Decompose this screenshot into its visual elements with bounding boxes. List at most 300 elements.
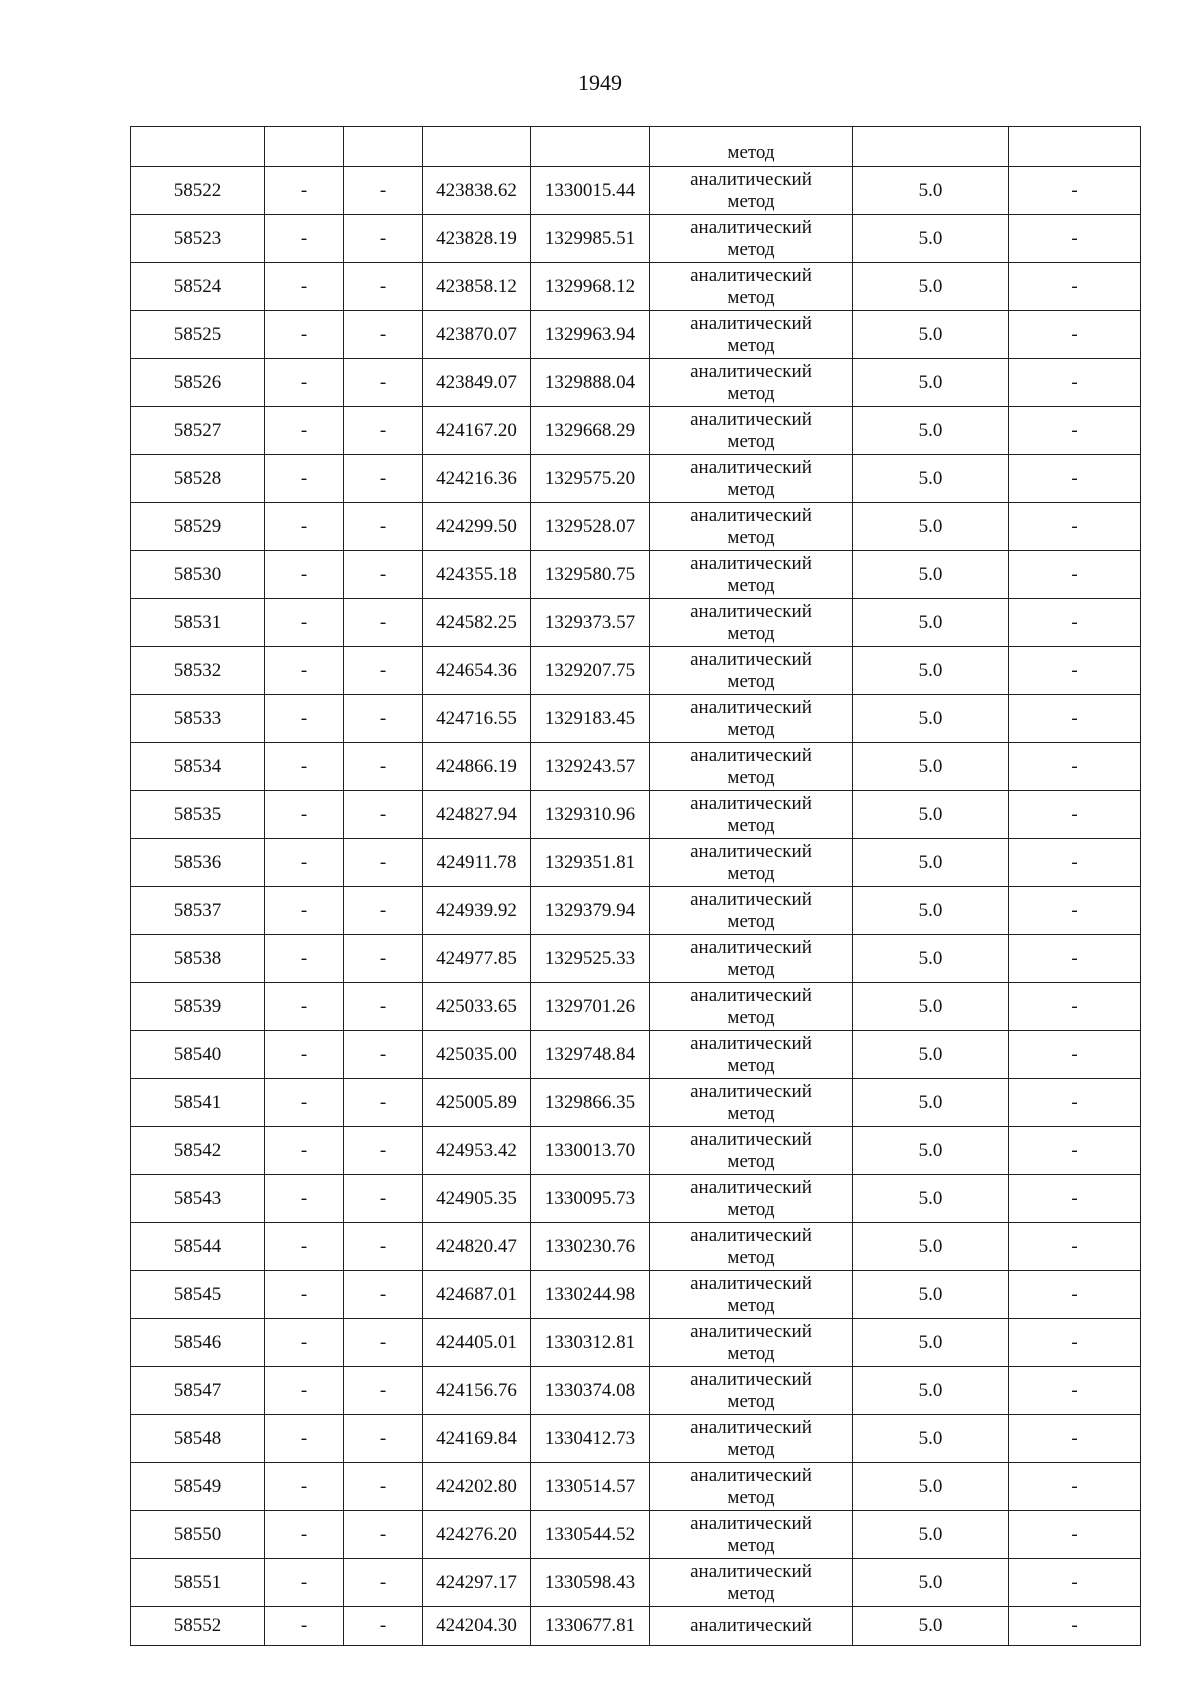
cell-col3: - bbox=[344, 359, 423, 407]
cell-col2: - bbox=[265, 263, 344, 311]
cell-id: 58533 bbox=[131, 695, 265, 743]
method-line2: метод bbox=[727, 430, 775, 452]
cell-y: 1330374.08 bbox=[531, 1367, 650, 1415]
cell-y: 1329575.20 bbox=[531, 455, 650, 503]
cell-accuracy: 5.0 bbox=[853, 1511, 1009, 1559]
cell-id: 58524 bbox=[131, 263, 265, 311]
table-row bbox=[131, 1271, 1141, 1319]
table-row bbox=[131, 1079, 1141, 1127]
table-row bbox=[131, 791, 1141, 839]
cell-id: 58548 bbox=[131, 1415, 265, 1463]
cell-method bbox=[650, 935, 853, 983]
cell-accuracy: 5.0 bbox=[853, 311, 1009, 359]
table-row bbox=[131, 359, 1141, 407]
cell-col2: - bbox=[265, 311, 344, 359]
cell-accuracy: 5.0 bbox=[853, 695, 1009, 743]
cell-col2: - bbox=[265, 1079, 344, 1127]
method-line1: аналитический bbox=[690, 888, 812, 910]
cell-col8: - bbox=[1009, 887, 1141, 935]
cell-x: 424297.17 bbox=[423, 1559, 531, 1607]
cell-accuracy: 5.0 bbox=[853, 263, 1009, 311]
cell-x: 424911.78 bbox=[423, 839, 531, 887]
cell-accuracy: 5.0 bbox=[853, 1463, 1009, 1511]
cell-col3: - bbox=[344, 1031, 423, 1079]
method-line1: аналитический bbox=[690, 744, 812, 766]
cell-col2: - bbox=[265, 1031, 344, 1079]
cell-x: 424827.94 bbox=[423, 791, 531, 839]
method-line2: метод bbox=[727, 1390, 775, 1412]
cell-accuracy: 5.0 bbox=[853, 887, 1009, 935]
cell-accuracy: 5.0 bbox=[853, 359, 1009, 407]
cell-x: 424905.35 bbox=[423, 1175, 531, 1223]
cell-method: метод bbox=[650, 127, 853, 167]
cell-id: 58537 bbox=[131, 887, 265, 935]
method-line1: аналитический bbox=[690, 312, 812, 334]
cell-col8: - bbox=[1009, 215, 1141, 263]
cell-id: 58539 bbox=[131, 983, 265, 1031]
method-line1: аналитический bbox=[690, 504, 812, 526]
cell-id: 58540 bbox=[131, 1031, 265, 1079]
method-line2: метод bbox=[727, 1006, 775, 1028]
cell-x: 424977.85 bbox=[423, 935, 531, 983]
method-line1: аналитический bbox=[690, 1416, 812, 1438]
cell-col2: - bbox=[265, 887, 344, 935]
cell-method bbox=[650, 407, 853, 455]
cell-col3: - bbox=[344, 983, 423, 1031]
page-number: 1949 bbox=[578, 70, 622, 95]
table-row bbox=[131, 263, 1141, 311]
cell-y: 1329580.75 bbox=[531, 551, 650, 599]
cell-method bbox=[650, 1415, 853, 1463]
cell-x: 424299.50 bbox=[423, 503, 531, 551]
method-line2: метод bbox=[727, 238, 775, 260]
table-row bbox=[131, 1559, 1141, 1607]
table-body bbox=[131, 127, 1141, 1646]
cell-col8: - bbox=[1009, 983, 1141, 1031]
cell-method bbox=[650, 599, 853, 647]
cell-col2: - bbox=[265, 743, 344, 791]
cell-col2: - bbox=[265, 215, 344, 263]
cell-col8: - bbox=[1009, 1319, 1141, 1367]
table-row bbox=[131, 1511, 1141, 1559]
table-row bbox=[131, 743, 1141, 791]
table-row bbox=[131, 503, 1141, 551]
cell-col2: - bbox=[265, 1271, 344, 1319]
method-line1: аналитический bbox=[690, 792, 812, 814]
method-line2: метод bbox=[727, 622, 775, 644]
cell-col2: - bbox=[265, 791, 344, 839]
table-row bbox=[131, 407, 1141, 455]
cell-y: 1329351.81 bbox=[531, 839, 650, 887]
cell-id: 58552 bbox=[131, 1607, 265, 1646]
cell-accuracy: 5.0 bbox=[853, 455, 1009, 503]
cell-method bbox=[650, 1607, 853, 1646]
cell-accuracy: 5.0 bbox=[853, 1319, 1009, 1367]
cell-col8: - bbox=[1009, 455, 1141, 503]
cell-col3: - bbox=[344, 167, 423, 215]
cell-col2: - bbox=[265, 1175, 344, 1223]
cell-col2: - bbox=[265, 1607, 344, 1646]
cell-accuracy bbox=[853, 127, 1009, 167]
cell-method bbox=[650, 1175, 853, 1223]
cell-id: 58531 bbox=[131, 599, 265, 647]
cell-col8: - bbox=[1009, 1463, 1141, 1511]
cell-x: 423849.07 bbox=[423, 359, 531, 407]
method-line2: метод bbox=[727, 1342, 775, 1364]
cell-col2: - bbox=[265, 1415, 344, 1463]
cell-x: 424169.84 bbox=[423, 1415, 531, 1463]
cell-accuracy: 5.0 bbox=[853, 551, 1009, 599]
cell-col2: - bbox=[265, 1319, 344, 1367]
cell-accuracy: 5.0 bbox=[853, 647, 1009, 695]
cell-accuracy: 5.0 bbox=[853, 1415, 1009, 1463]
cell-x: 425033.65 bbox=[423, 983, 531, 1031]
cell-col3: - bbox=[344, 887, 423, 935]
method-line1: аналитический bbox=[690, 984, 812, 1006]
cell-col3: - bbox=[344, 695, 423, 743]
cell-y: 1329525.33 bbox=[531, 935, 650, 983]
method-line1: аналитический bbox=[690, 1272, 812, 1294]
cell-col2: - bbox=[265, 1463, 344, 1511]
cell-id: 58541 bbox=[131, 1079, 265, 1127]
method-line2: метод bbox=[727, 862, 775, 884]
cell-x: 424204.30 bbox=[423, 1607, 531, 1646]
table-row bbox=[131, 1607, 1141, 1646]
cell-method bbox=[650, 743, 853, 791]
cell-x: 424167.20 bbox=[423, 407, 531, 455]
cell-x: 424276.20 bbox=[423, 1511, 531, 1559]
method-line2: метод bbox=[727, 382, 775, 404]
cell-col3: - bbox=[344, 311, 423, 359]
cell-accuracy: 5.0 bbox=[853, 215, 1009, 263]
cell-method bbox=[650, 503, 853, 551]
cell-col8: - bbox=[1009, 311, 1141, 359]
cell-col3: - bbox=[344, 599, 423, 647]
cell-col8: - bbox=[1009, 1271, 1141, 1319]
cell-col8: - bbox=[1009, 1607, 1141, 1646]
cell-col3: - bbox=[344, 1607, 423, 1646]
cell-accuracy: 5.0 bbox=[853, 1607, 1009, 1646]
method-line1: аналитический bbox=[690, 1032, 812, 1054]
table-row bbox=[131, 887, 1141, 935]
cell-col8: - bbox=[1009, 1127, 1141, 1175]
cell-method bbox=[650, 1367, 853, 1415]
table-row bbox=[131, 695, 1141, 743]
cell-y: 1329888.04 bbox=[531, 359, 650, 407]
cell-x: 424654.36 bbox=[423, 647, 531, 695]
table-row bbox=[131, 935, 1141, 983]
cell-accuracy: 5.0 bbox=[853, 503, 1009, 551]
method-line1: аналитический bbox=[690, 936, 812, 958]
cell-accuracy: 5.0 bbox=[853, 1079, 1009, 1127]
cell-col3: - bbox=[344, 1511, 423, 1559]
cell-method bbox=[650, 551, 853, 599]
cell-y: 1329968.12 bbox=[531, 263, 650, 311]
cell-col8: - bbox=[1009, 359, 1141, 407]
method-line2: метод bbox=[727, 1150, 775, 1172]
cell-x: 423838.62 bbox=[423, 167, 531, 215]
cell-x: 424716.55 bbox=[423, 695, 531, 743]
method-line2: метод bbox=[727, 190, 775, 212]
cell-col3: - bbox=[344, 1079, 423, 1127]
table-row bbox=[131, 1463, 1141, 1511]
table-row bbox=[131, 1031, 1141, 1079]
method-line2: метод bbox=[727, 1582, 775, 1604]
cell-col2: - bbox=[265, 1367, 344, 1415]
cell-col2: - bbox=[265, 551, 344, 599]
cell-x: 423870.07 bbox=[423, 311, 531, 359]
cell-col3: - bbox=[344, 935, 423, 983]
cell-col2: - bbox=[265, 1559, 344, 1607]
cell-col8: - bbox=[1009, 743, 1141, 791]
cell-col3: - bbox=[344, 1127, 423, 1175]
cell-x: 424687.01 bbox=[423, 1271, 531, 1319]
cell-method bbox=[650, 1271, 853, 1319]
method-line1: аналитический bbox=[690, 1224, 812, 1246]
cell-col8: - bbox=[1009, 647, 1141, 695]
cell-col2: - bbox=[265, 1223, 344, 1271]
cell-col3: - bbox=[344, 839, 423, 887]
cell-method bbox=[650, 1031, 853, 1079]
cell-id: 58538 bbox=[131, 935, 265, 983]
cell-col8: - bbox=[1009, 1559, 1141, 1607]
cell-method bbox=[650, 791, 853, 839]
cell-col8: - bbox=[1009, 1511, 1141, 1559]
cell-method bbox=[650, 455, 853, 503]
method-line1: аналитический bbox=[690, 168, 812, 190]
method-line1: аналитический bbox=[690, 1320, 812, 1342]
method-line2: метод bbox=[727, 1486, 775, 1508]
method-line2: метод bbox=[727, 1438, 775, 1460]
cell-accuracy: 5.0 bbox=[853, 935, 1009, 983]
coordinates-table bbox=[130, 126, 1141, 1646]
cell-y: 1330514.57 bbox=[531, 1463, 650, 1511]
cell-col8 bbox=[1009, 127, 1141, 167]
cell-accuracy: 5.0 bbox=[853, 1367, 1009, 1415]
cell-id: 58532 bbox=[131, 647, 265, 695]
cell-y bbox=[531, 127, 650, 167]
method-line1: аналитический bbox=[690, 456, 812, 478]
method-line2: метод bbox=[727, 766, 775, 788]
cell-y: 1330544.52 bbox=[531, 1511, 650, 1559]
cell-method bbox=[650, 263, 853, 311]
cell-id bbox=[131, 127, 265, 167]
cell-id: 58522 bbox=[131, 167, 265, 215]
cell-method bbox=[650, 695, 853, 743]
method-line1: аналитический bbox=[690, 216, 812, 238]
cell-method bbox=[650, 1127, 853, 1175]
cell-accuracy: 5.0 bbox=[853, 1223, 1009, 1271]
cell-col8: - bbox=[1009, 1079, 1141, 1127]
cell-col8: - bbox=[1009, 695, 1141, 743]
cell-method bbox=[650, 359, 853, 407]
cell-y: 1329243.57 bbox=[531, 743, 650, 791]
cell-accuracy: 5.0 bbox=[853, 983, 1009, 1031]
method-line1: аналитический bbox=[690, 840, 812, 862]
cell-y: 1329748.84 bbox=[531, 1031, 650, 1079]
cell-y: 1330412.73 bbox=[531, 1415, 650, 1463]
cell-col8: - bbox=[1009, 935, 1141, 983]
method-line1: аналитический bbox=[690, 1176, 812, 1198]
table-row bbox=[131, 1367, 1141, 1415]
cell-x: 424953.42 bbox=[423, 1127, 531, 1175]
cell-id: 58546 bbox=[131, 1319, 265, 1367]
cell-id: 58535 bbox=[131, 791, 265, 839]
cell-method bbox=[650, 839, 853, 887]
method-line1: аналитический bbox=[690, 1128, 812, 1150]
cell-accuracy: 5.0 bbox=[853, 1127, 1009, 1175]
cell-col3: - bbox=[344, 455, 423, 503]
table-row bbox=[131, 455, 1141, 503]
table-row bbox=[131, 167, 1141, 215]
cell-y: 1330095.73 bbox=[531, 1175, 650, 1223]
cell-y: 1330015.44 bbox=[531, 167, 650, 215]
method-line2: метод bbox=[727, 478, 775, 500]
cell-col8: - bbox=[1009, 1223, 1141, 1271]
cell-x: 424216.36 bbox=[423, 455, 531, 503]
method-line1: аналитический bbox=[690, 264, 812, 286]
method-line1: аналитический bbox=[690, 1615, 812, 1636]
cell-y: 1329183.45 bbox=[531, 695, 650, 743]
cell-y: 1329379.94 bbox=[531, 887, 650, 935]
cell-accuracy: 5.0 bbox=[853, 1559, 1009, 1607]
cell-col2: - bbox=[265, 455, 344, 503]
cell-method bbox=[650, 311, 853, 359]
cell-y: 1330230.76 bbox=[531, 1223, 650, 1271]
method-line1: аналитический bbox=[690, 1368, 812, 1390]
method-line1: аналитический bbox=[690, 1464, 812, 1486]
cell-accuracy: 5.0 bbox=[853, 1175, 1009, 1223]
method-line1: аналитический bbox=[690, 552, 812, 574]
method-line1: аналитический bbox=[690, 1560, 812, 1582]
table-row bbox=[131, 983, 1141, 1031]
cell-col2 bbox=[265, 127, 344, 167]
method-line2: метод bbox=[727, 670, 775, 692]
cell-accuracy: 5.0 bbox=[853, 599, 1009, 647]
cell-y: 1330013.70 bbox=[531, 1127, 650, 1175]
cell-id: 58536 bbox=[131, 839, 265, 887]
cell-id: 58527 bbox=[131, 407, 265, 455]
method-line1: аналитический bbox=[690, 1080, 812, 1102]
cell-y: 1329985.51 bbox=[531, 215, 650, 263]
cell-accuracy: 5.0 bbox=[853, 1031, 1009, 1079]
cell-id: 58534 bbox=[131, 743, 265, 791]
cell-y: 1330244.98 bbox=[531, 1271, 650, 1319]
cell-method bbox=[650, 1559, 853, 1607]
cell-y: 1330677.81 bbox=[531, 1607, 650, 1646]
cell-id: 58549 bbox=[131, 1463, 265, 1511]
cell-x: 424202.80 bbox=[423, 1463, 531, 1511]
cell-y: 1329373.57 bbox=[531, 599, 650, 647]
cell-col8: - bbox=[1009, 263, 1141, 311]
cell-accuracy: 5.0 bbox=[853, 167, 1009, 215]
table-row bbox=[131, 1319, 1141, 1367]
method-line1: аналитический bbox=[690, 600, 812, 622]
cell-col8: - bbox=[1009, 1367, 1141, 1415]
method-line1: аналитический bbox=[690, 648, 812, 670]
cell-y: 1329310.96 bbox=[531, 791, 650, 839]
cell-col3: - bbox=[344, 1559, 423, 1607]
cell-y: 1330312.81 bbox=[531, 1319, 650, 1367]
cell-col8: - bbox=[1009, 1031, 1141, 1079]
table-row bbox=[131, 839, 1141, 887]
cell-col8: - bbox=[1009, 599, 1141, 647]
method-line2: метод bbox=[727, 1198, 775, 1220]
method-line2: метод bbox=[727, 718, 775, 740]
cell-id: 58525 bbox=[131, 311, 265, 359]
method-line2: метод bbox=[727, 910, 775, 932]
cell-method bbox=[650, 1463, 853, 1511]
method-line2: метод bbox=[727, 1054, 775, 1076]
cell-col3: - bbox=[344, 1463, 423, 1511]
cell-method bbox=[650, 983, 853, 1031]
cell-x: 423858.12 bbox=[423, 263, 531, 311]
method-line2: метод bbox=[727, 286, 775, 308]
table-row bbox=[131, 551, 1141, 599]
cell-accuracy: 5.0 bbox=[853, 1271, 1009, 1319]
cell-col3: - bbox=[344, 647, 423, 695]
cell-col2: - bbox=[265, 599, 344, 647]
cell-col8: - bbox=[1009, 791, 1141, 839]
cell-col8: - bbox=[1009, 503, 1141, 551]
cell-x: 424156.76 bbox=[423, 1367, 531, 1415]
cell-method bbox=[650, 1319, 853, 1367]
cell-id: 58543 bbox=[131, 1175, 265, 1223]
cell-id: 58528 bbox=[131, 455, 265, 503]
cell-x: 423828.19 bbox=[423, 215, 531, 263]
cell-accuracy: 5.0 bbox=[853, 743, 1009, 791]
cell-y: 1329207.75 bbox=[531, 647, 650, 695]
table-row bbox=[131, 1415, 1141, 1463]
cell-id: 58523 bbox=[131, 215, 265, 263]
cell-id: 58542 bbox=[131, 1127, 265, 1175]
cell-col3: - bbox=[344, 215, 423, 263]
cell-y: 1330598.43 bbox=[531, 1559, 650, 1607]
table-row bbox=[131, 599, 1141, 647]
table-row bbox=[131, 1175, 1141, 1223]
cell-col2: - bbox=[265, 695, 344, 743]
cell-y: 1329528.07 bbox=[531, 503, 650, 551]
cell-col8: - bbox=[1009, 1175, 1141, 1223]
cell-col3: - bbox=[344, 1223, 423, 1271]
cell-method bbox=[650, 887, 853, 935]
cell-col2: - bbox=[265, 407, 344, 455]
cell-col2: - bbox=[265, 1511, 344, 1559]
cell-method bbox=[650, 215, 853, 263]
cell-col2: - bbox=[265, 359, 344, 407]
cell-x: 424820.47 bbox=[423, 1223, 531, 1271]
cell-col3: - bbox=[344, 743, 423, 791]
cell-x: 425005.89 bbox=[423, 1079, 531, 1127]
cell-col2: - bbox=[265, 983, 344, 1031]
method-line2: метод bbox=[727, 334, 775, 356]
cell-col8: - bbox=[1009, 551, 1141, 599]
method-line1: аналитический bbox=[690, 1512, 812, 1534]
cell-col2: - bbox=[265, 647, 344, 695]
cell-method bbox=[650, 1079, 853, 1127]
cell-col2: - bbox=[265, 503, 344, 551]
cell-id: 58526 bbox=[131, 359, 265, 407]
cell-id: 58545 bbox=[131, 1271, 265, 1319]
method-line2: метод bbox=[727, 958, 775, 980]
cell-id: 58547 bbox=[131, 1367, 265, 1415]
cell-col3: - bbox=[344, 1271, 423, 1319]
method-line2: метод bbox=[727, 1294, 775, 1316]
cell-col3: - bbox=[344, 1319, 423, 1367]
cell-col3: - bbox=[344, 1415, 423, 1463]
table-row bbox=[131, 1127, 1141, 1175]
cell-method bbox=[650, 1511, 853, 1559]
